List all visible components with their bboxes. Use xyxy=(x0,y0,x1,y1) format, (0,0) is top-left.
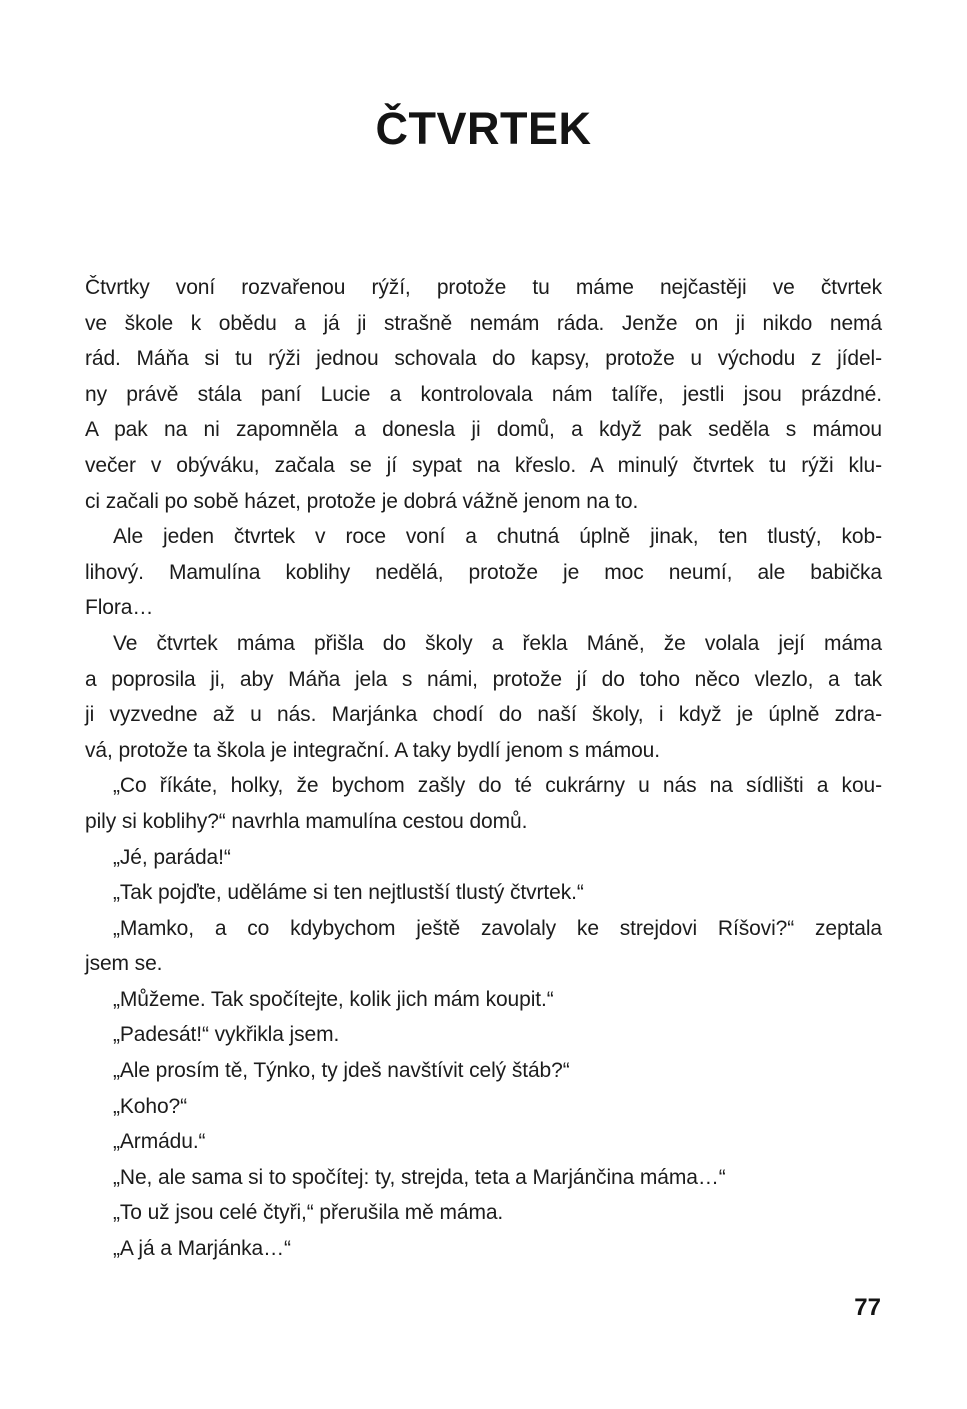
text-line: Flora… xyxy=(85,596,154,620)
text-line: pily si koblihy?“ navrhla mamulína cestou domů. xyxy=(85,809,528,833)
text-line: vá, protože ta škola je integrační. A taky bydlí jenom s mámou. xyxy=(85,738,660,762)
text-line: Ve čtvrtek máma přišla do školy a řekla Máně, že volala její máma xyxy=(113,631,882,655)
text-line: ci začali po sobě házet, protože je dobrá vážně jenom na to. xyxy=(85,489,639,513)
text-line: „Můžeme. Tak spočítejte, kolik jich mám koupit.“ xyxy=(113,987,554,1011)
body-text xyxy=(85,270,882,1267)
text-line: „Koho?“ xyxy=(113,1094,188,1118)
text-line: „Ne, ale sama si to spočítej: ty, strejda, teta a Marjánčina máma…“ xyxy=(113,1165,726,1189)
text-line: lihový. Mamulína koblihy nedělá, protože je moc neumí, ale babička xyxy=(85,560,882,584)
text-line: „Ale prosím tě, Týnko, ty jdeš navštívit celý štáb?“ xyxy=(113,1059,570,1083)
text-line: „A já a Marjánka…“ xyxy=(113,1237,291,1261)
text-line: jsem se. xyxy=(85,952,163,976)
text-line: A pak na ni zapomněla a donesla ji domů, a když pak seděla s mámou xyxy=(85,418,882,442)
text-line: „Co říkáte, holky, že bychom zašly do té cukrárny u nás na sídlišti a kou- xyxy=(113,774,882,798)
text-line: „Mamko, a co kdybychom ještě zavolaly ke strejdovi Ríšovi?“ zeptala xyxy=(113,916,882,940)
chapter-title: ČTVRTEK xyxy=(375,103,592,154)
text-line: ji vyzvedne až u nás. Marjánka chodí do naší školy, i když je úplně zdra- xyxy=(85,703,882,727)
text-line: a poprosila ji, aby Máňa jela s námi, protože jí do toho něco vlezlo, a tak xyxy=(85,667,882,691)
text-line: rád. Máňa si tu rýži jednou schovala do kapsy, protože u východu z jídel- xyxy=(85,347,882,371)
text-line: „Armádu.“ xyxy=(113,1130,206,1154)
text-line: ny právě stála paní Lucie a kontrolovala nám talíře, jestli jsou prázdné. xyxy=(85,382,882,406)
text-line: „Tak pojďte, uděláme si ten nejtlustší tlustý čtvrtek.“ xyxy=(113,881,584,905)
text-line: ve škole k obědu a já ji strašně nemám ráda. Jenže on ji nikdo nemá xyxy=(85,311,882,335)
text-line: „Jé, paráda!“ xyxy=(113,845,231,869)
text-line: „Padesát!“ vykřikla jsem. xyxy=(113,1023,340,1047)
text-line: večer v obýváku, začala se jí sypat na křeslo. A minulý čtvrtek tu rýži klu- xyxy=(85,453,882,477)
text-line: Čtvrtky voní rozvařenou rýží, protože tu máme nejčastěji ve čtvrtek xyxy=(85,276,882,299)
text-line: „To už jsou celé čtyři,“ přerušila mě máma. xyxy=(113,1201,504,1225)
page-number: 77 xyxy=(854,1294,881,1321)
text-line: Ale jeden čtvrtek v roce voní a chutná úplně jinak, ten tlustý, kob- xyxy=(113,525,882,549)
